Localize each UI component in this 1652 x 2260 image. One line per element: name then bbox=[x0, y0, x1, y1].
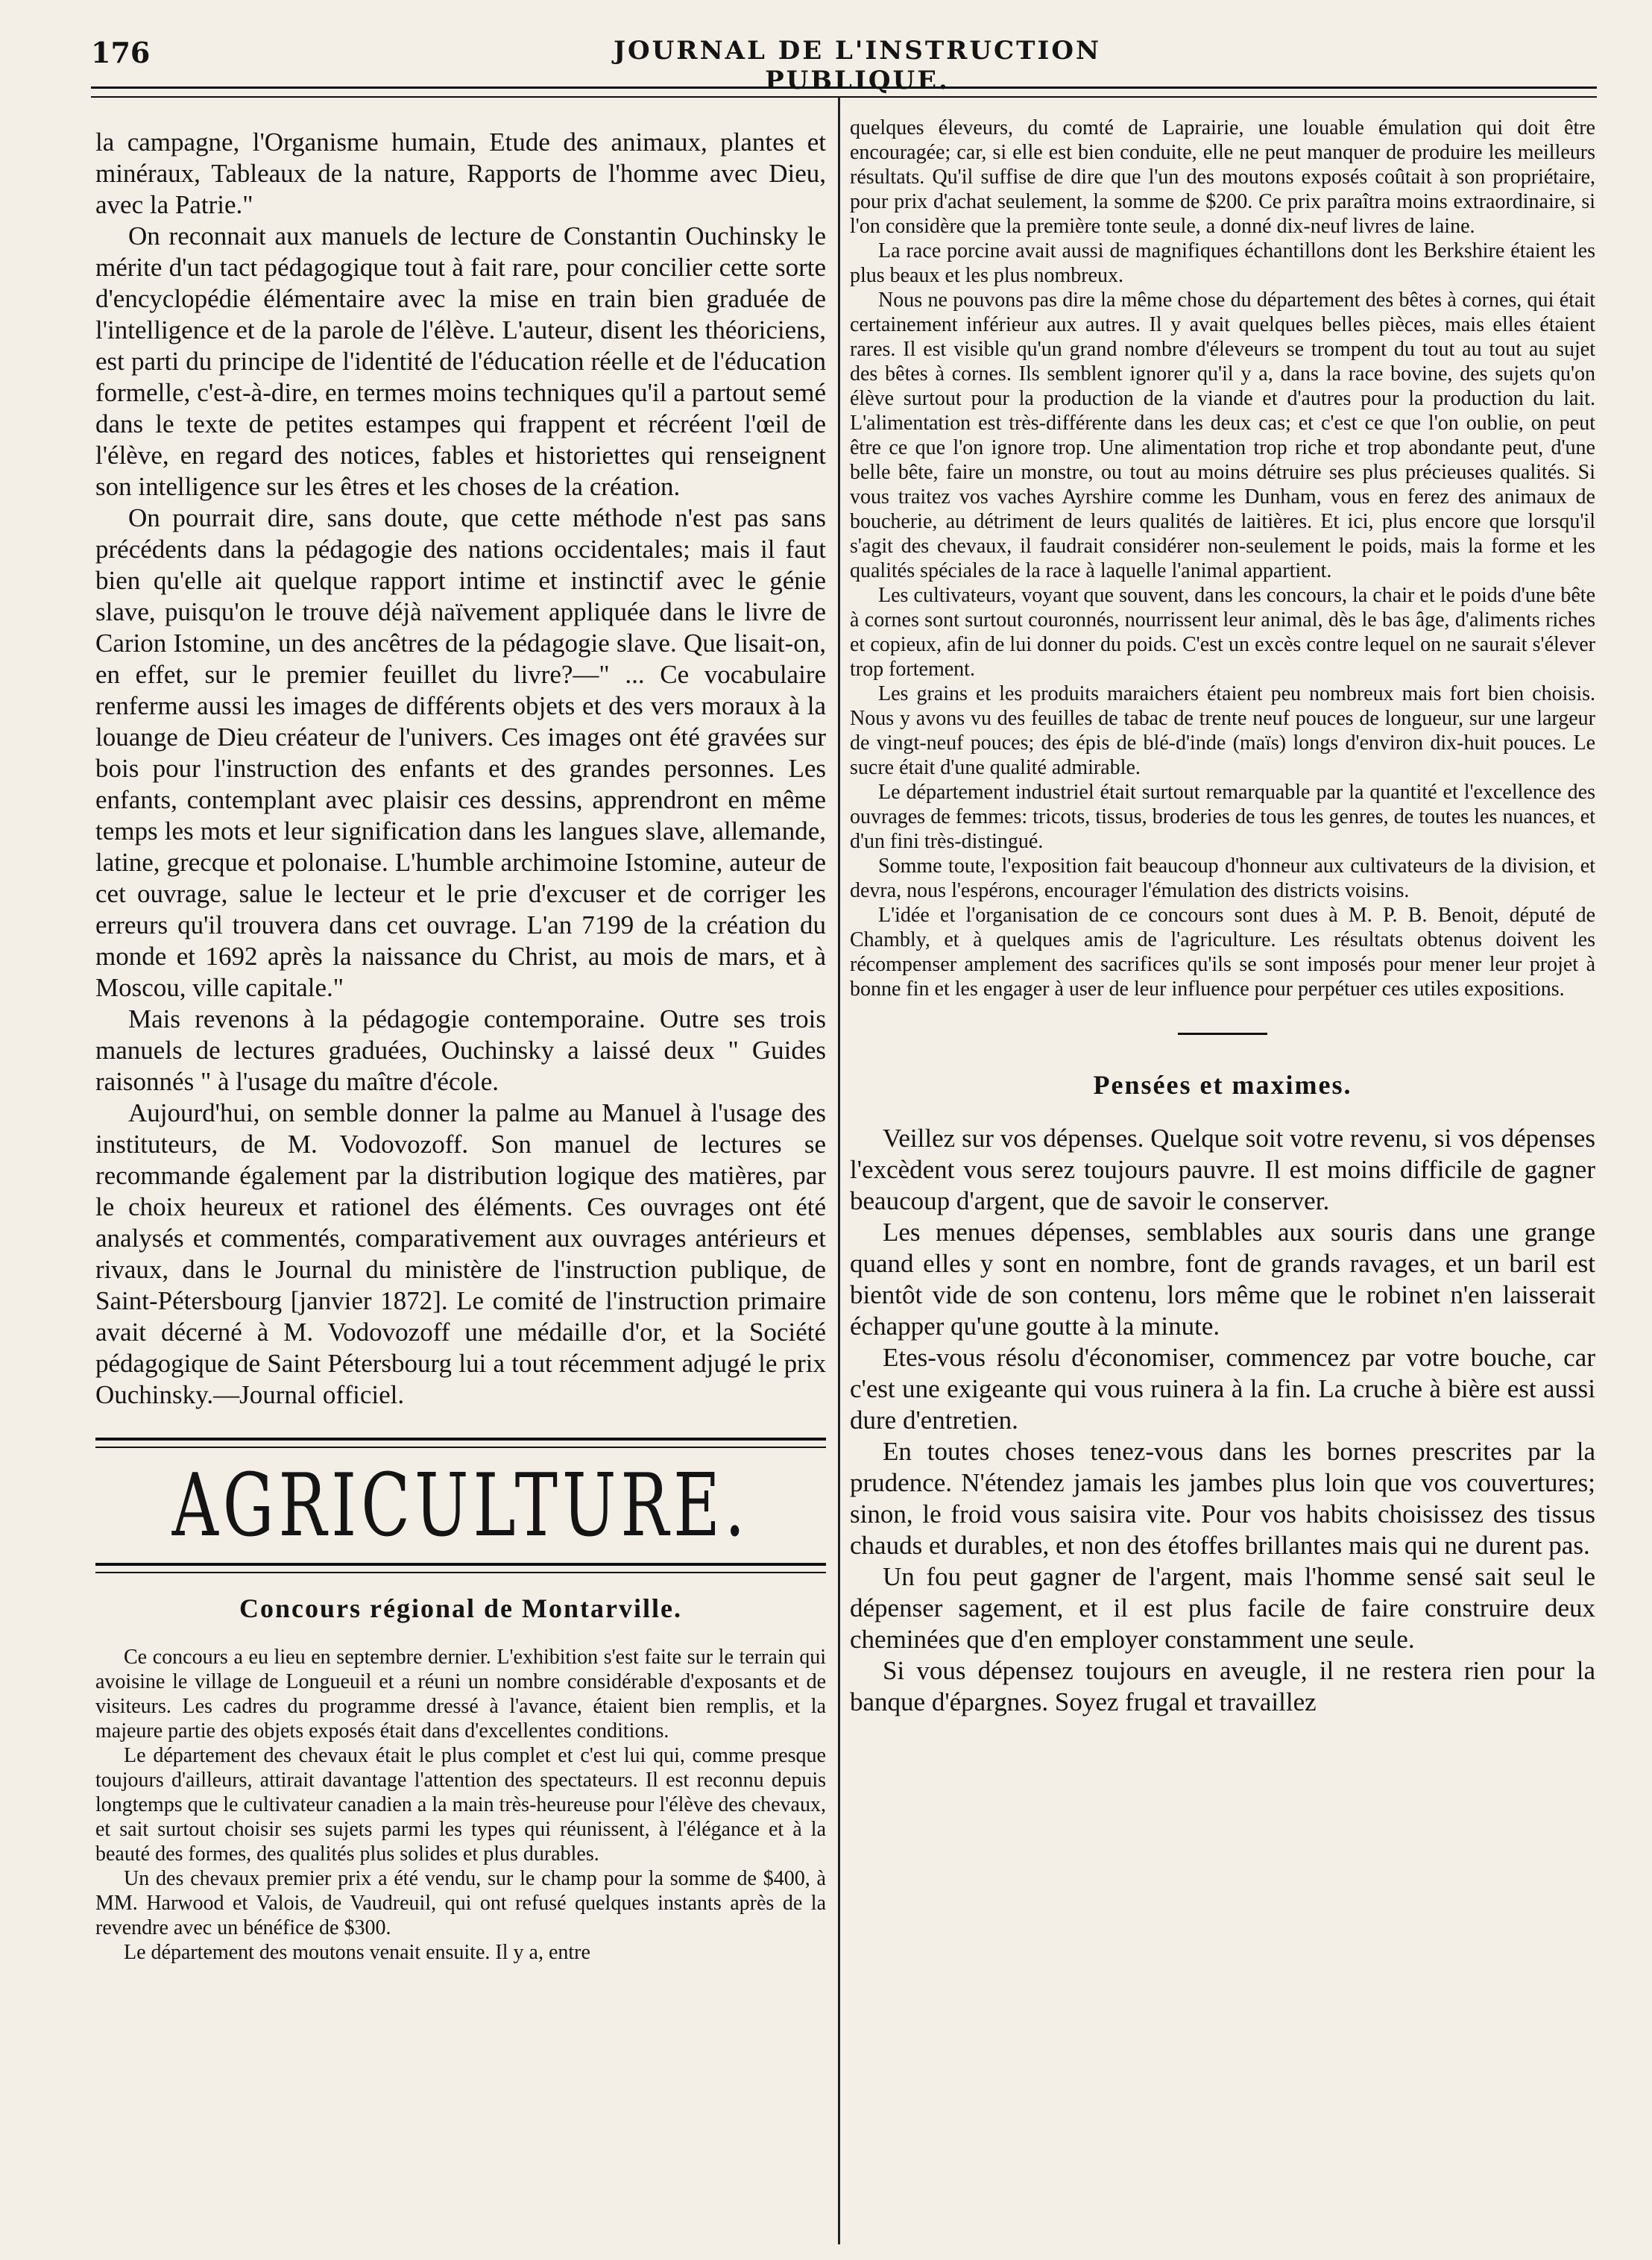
section-rule-bottom bbox=[95, 1563, 826, 1573]
column-divider bbox=[838, 97, 840, 2244]
maxim: En toutes choses tenez-vous dans les bornes prescrites par la prudence. N'étendez jamais les jambes plus loin que vos couvertures; sinon, le froid vous saisira vite. Pour vos habits choisissez des tissus chauds et durables, et non des étoffes brillantes mais qui ne durent pas. bbox=[850, 1437, 1595, 1560]
maxims-title: Pensées et maximes. bbox=[1093, 1070, 1352, 1100]
paragraph: Somme toute, l'exposition fait beaucoup d'honneur aux cultivateurs de la division, et devra, nous l'espérons, encourager l'émulation des districts voisins. bbox=[850, 854, 1595, 902]
paragraph: la campagne, l'Organisme humain, Etude des animaux, plantes et minéraux, Tableaux de la nature, Rapports de l'homme avec Dieu, avec la Patrie." bbox=[95, 128, 826, 219]
left-column bbox=[95, 127, 826, 1965]
page-number: 176 bbox=[91, 36, 151, 69]
paragraph: quelques éleveurs, du comté de Laprairie, une louable émulation qui doit être encouragée; car, si elle est bien conduite, elle ne peut manquer de produire les meilleurs résultats. Qu'il suffise de dire que l'un des moutons exposés coûtait à son propriétaire, pour prix d'achat seulement, la somme de $200. Ce prix paraîtra moins extraordinaire, si l'on considère que la première tonte seule, a donné dix-neuf livres de laine. bbox=[850, 116, 1595, 238]
section-heading: AGRICULTURE. bbox=[171, 1455, 750, 1557]
maxim: Les menues dépenses, semblables aux souris dans une grange quand elles y sont en nombre, font de grands ravages, et un baril est bientôt vide de son contenu, lors même que le robinet n'en laisserait échapper qu'une goutte à la minute. bbox=[850, 1218, 1595, 1341]
paragraph: Le département des chevaux était le plus complet et c'est lui qui, comme presque toujours d'ailleurs, attirait davantage l'attention des spectateurs. Il est reconnu depuis longtemps que le cultivateur canadien a la main très-heureuse pour l'élève des chevaux, et sait surtout choisir ses sujets parmi les types qui réunissent, à l'élégance et à la beauté des formes, des qualités plus solides et plus durables. bbox=[95, 1744, 826, 1866]
paragraph: Un des chevaux premier prix a été vendu, sur le champ pour la somme de $400, à MM. Harwood et Valois, de Vaudreuil, qui ont refusé quelques instants après de la revendre avec un bénéfice de $300. bbox=[95, 1867, 826, 1939]
maxim: Si vous dépensez toujours en aveugle, il ne restera rien pour la banque d'épargnes. Soyez frugal et travaillez bbox=[850, 1656, 1595, 1716]
paragraph: L'idée et l'organisation de ce concours sont dues à M. P. B. Benoit, député de Chambly, et à quelques amis de l'agriculture. Les résultats obtenus doivent les récompenser amplement des sacrifices qu'ils se sont imposés pour mener leur projet à bonne fin et les engager à user de leur influence pour perpétuer ces utiles expositions. bbox=[850, 904, 1595, 1001]
agriculture-article bbox=[95, 1645, 826, 1965]
section-rule-top bbox=[95, 1438, 826, 1448]
header-rule bbox=[91, 86, 1597, 98]
maxim: Veillez sur vos dépenses. Quelque soit votre revenu, si vos dépenses l'excèdent vous serez toujours pauvre. Il est moins difficile de gagner beaucoup d'argent, que de savoir le conserver. bbox=[850, 1124, 1595, 1215]
paragraph: On pourrait dire, sans doute, que cette méthode n'est pas sans précédents dans la pédagogie des nations occidentales; mais il faut bien qu'elle ait quelque rapport intime et instinctif avec le génie slave, puisqu'on le trouve déjà naïvement appliquée dans le livre de Carion Istomine, un des ancêtres de la pédagogie slave. Que lisait-on, en effet, sur le premier feuillet du livre?—" ... Ce vocabulaire renferme aussi les images de différents objets et des vers moraux à la louange de Dieu créateur de l'univers. Ces images ont été gravées sur bois pour l'instruction des enfants et des grandes personnes. Les enfants, contemplant avec plaisir ces dessins, apprendront en même temps les mots et leur signification dans les langues slave, allemande, latine, grecque et polonaise. L'humble archimoine Istomine, auteur de cet ouvrage, salue le lecteur et le prie d'excuser et de corriger les erreurs qu'il trouvera dans cet ouvrage. L'an 7199 de la création du monde et 1692 après la naissance du Christ, au mois de mars, et à Moscou, ville capitale." bbox=[95, 503, 826, 1002]
maxim: Etes-vous résolu d'économiser, commencez par votre bouche, car c'est une exigeante qui vous ruinera à la fin. La cruche à bière est aussi dure d'entretien. bbox=[850, 1343, 1595, 1435]
paragraph: Mais revenons à la pédagogie contemporaine. Outre ses trois manuels de lectures graduées, Ouchinsky a laissé deux " Guides raisonnés " à l'usage du maître d'école. bbox=[95, 1004, 826, 1096]
paragraph: La race porcine avait aussi de magnifiques échantillons dont les Berkshire étaient les plus beaux et les plus nombreux. bbox=[850, 239, 1595, 287]
maxim: Un fou peut gagner de l'argent, mais l'homme sensé sait seul le dépenser sagement, et il est plus facile de faire construire deux cheminées que d'en employer constamment une seule. bbox=[850, 1562, 1595, 1654]
paragraph: Ce concours a eu lieu en septembre dernier. L'exhibition s'est faite sur le terrain qui avoisine le village de Longueuil et a réuni un nombre considérable d'exposants et de visiteurs. Les cadres du programme dressé à l'avance, étaient bien remplis, et la majeure partie des objets exposés était dans d'excellentes conditions. bbox=[95, 1646, 826, 1743]
paragraph: Les grains et les produits maraichers étaient peu nombreux mais fort bien choisis. Nous y avons vu des feuilles de tabac de trente neuf pouces de longueur, sur une largeur de vingt-neuf pouces; des épis de blé-d'inde (maïs) longs d'environ dix-huit pouces. Le sucre était d'une qualité admirable. bbox=[850, 682, 1595, 779]
paragraph: On reconnait aux manuels de lecture de Constantin Ouchinsky le mérite d'un tact pédagogique tout à fait rare, pour concilier cette sorte d'encyclopédie élémentaire avec la mise en train bien graduée de l'intelligence et de la parole de l'élève. L'auteur, disent les théoriciens, est parti du principe de l'identité de l'éducation réelle et de l'éducation formelle, c'est-à-dire, en termes moins techniques qu'il a partout semé dans le texte de petites estampes qui frappent et récréent l'œil de l'élève, en regard des notices, fables et historiettes qui renseignent son intelligence sur les êtres et les choses de la création. bbox=[95, 221, 826, 501]
article-title: Concours régional de Montarville. bbox=[239, 1593, 682, 1623]
paragraph: Nous ne pouvons pas dire la même chose du département des bêtes à cornes, qui était certainement inférieur aux autres. Il y avait quelques belles pièces, mais elles étaient rares. Il est visible qu'un grand nombre d'éleveurs se trompent du tout au tout au sujet des bêtes à cornes. Ils semblent ignorer qu'il y a, dans la race bovine, des sujets qu'on élève surtout pour la production de la viande et d'autres pour la production du lait. L'alimentation est très-différente dans les deux cas; et c'est ce que l'on oublie, on peut être ce que l'on ignore trop. Une alimentation trop riche et trop abondante peut, d'une belle bête, faire un monstre, ou tout au moins détruire ses plus précieuses qualités. Si vous traitez vos vaches Ayrshire comme les Dunham, vous en ferez des animaux de boucherie, au détriment de leurs qualités de laitières. Et ici, plus encore que lorsqu'il s'agit des chevaux, il faudrait considérer non-seulement le poids, mais la forme et les qualités spéciales de la race à laquelle l'animal appartient. bbox=[850, 289, 1595, 582]
paragraph: Le département des moutons venait ensuite. Il y a, entre bbox=[124, 1941, 590, 1964]
running-title: JOURNAL DE L'INSTRUCTION PUBLIQUE. bbox=[613, 36, 1102, 95]
paragraph: Le département industriel était surtout remarquable par la quantité et l'excellence des ouvrages de femmes: tricots, tissus, broderies de tous les genres, de toutes les nuances, et d'un fini très-distingué. bbox=[850, 781, 1595, 853]
paragraph: Les cultivateurs, voyant que souvent, dans les concours, la chair et le poids d'une bête à cornes sont surtout couronnés, nourrissent leur animal, dès le bas âge, d'aliments riches et copieux, afin de lui donner du poids. C'est un excès contre lequel on ne saurait s'élever trop fortement. bbox=[850, 584, 1595, 681]
paragraph: Aujourd'hui, on semble donner la palme au Manuel à l'usage des instituteurs, de M. Vodovozoff. Son manuel de lectures se recommande également par la distribution logique des matières, par le choix heureux et rationel des éléments. Ces ouvrages ont été analysés et commentés, comparativement aux ouvrages antérieurs et rivaux, dans le Journal du ministère de l'instruction publique, de Saint-Pétersbourg [janvier 1872]. Le comité de l'instruction primaire avait décerné à M. Vodovozoff une médaille d'or, et la Société pédagogique de Saint Pétersbourg lui a tout récemment adjugé le prix Ouchinsky.—Journal officiel. bbox=[95, 1098, 826, 1409]
maxims-list bbox=[850, 1123, 1595, 1718]
right-column bbox=[850, 116, 1595, 1718]
agriculture-article-continued bbox=[850, 116, 1595, 1001]
separator-rule bbox=[1178, 1033, 1267, 1035]
pedagogy-article bbox=[95, 127, 826, 1411]
